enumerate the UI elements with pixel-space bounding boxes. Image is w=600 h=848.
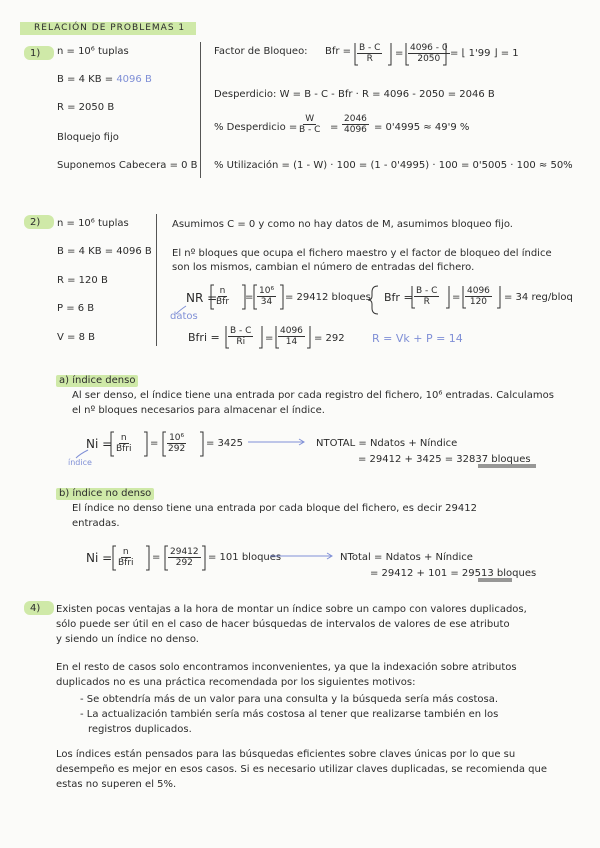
p2-nr-label: NR = bbox=[186, 291, 218, 305]
p2-nr-fraction: n Bfr bbox=[216, 286, 230, 307]
p2-r: R = 120 B bbox=[57, 275, 108, 286]
p2-nr-eq: = bbox=[245, 292, 254, 303]
sparse-index-title: b) índice no denso bbox=[56, 488, 154, 500]
p2-b: B = 4 KB = 4096 B bbox=[57, 246, 152, 257]
p4-text-5: duplicados no es una práctica recomendada por los siguientes motivos: bbox=[56, 677, 416, 688]
p2-bfri-fraction: $\frac{B - C}{Ri}$ bbox=[230, 326, 252, 347]
p1-fixed: Bloquejo fijo bbox=[57, 132, 119, 143]
p2-bfri-result: = 292 bbox=[314, 333, 345, 344]
problem-2-number: 2) bbox=[30, 217, 41, 228]
p2-r-index: R = Vk + P = 14 bbox=[372, 332, 463, 345]
p1-b: B = 4 KB = 4096 B bbox=[57, 74, 152, 85]
p2-nr-result: = 29412 bloques bbox=[285, 292, 371, 303]
p1-bfr-fraction-2: $\frac{4096 - 0}{2050}$ bbox=[410, 43, 448, 64]
p4-text-4: En el resto de casos solo encontramos inconvenientes, ya que la indexación sobre atributos bbox=[56, 662, 517, 673]
sparse-ni-fraction-2: $\frac{29412}{292}$ bbox=[170, 547, 199, 568]
p2-bfri-label: Bfri = bbox=[188, 331, 220, 344]
p2-bfri-bracket-right-2 bbox=[307, 326, 310, 348]
p2-bfr-eq: = bbox=[452, 292, 461, 303]
p1-waste-pct-label: % Desperdicio = bbox=[214, 122, 298, 133]
p1-waste-fraction-2: $\frac{2046}{4096}$ bbox=[344, 114, 367, 135]
dense-ni-fraction-2: $\frac{\text{10⁶}}{292}$ bbox=[168, 433, 186, 454]
dense-arrow bbox=[248, 439, 304, 445]
p1-waste: Desperdicio: W = B - C - Bfr · R = 4096 - 2050 = 2046 B bbox=[214, 89, 495, 100]
dense-ni-eq: = bbox=[150, 438, 159, 449]
p2-text-2: son los mismos, cambian el número de entradas del fichero. bbox=[172, 262, 475, 273]
p2-bfr-label: Bfr = bbox=[384, 291, 413, 304]
p2-assume: Asumimos C = 0 y como no hay datos de M, asumimos bloqueo fijo. bbox=[172, 219, 513, 230]
p2-n: n = 10⁶ tuplas bbox=[57, 218, 129, 229]
p1-r: R = 2050 B bbox=[57, 102, 115, 113]
sparse-ni-eq: = bbox=[152, 552, 161, 563]
p4-text-2: sólo puede ser útil en el caso de hacer búsquedas de intervalos de valores de ese atributo bbox=[56, 619, 510, 630]
p1-waste-result: = 0'4995 ≈ 49'9 % bbox=[374, 122, 470, 133]
p4-bullet-2: - La actualización también sería más costosa al tener que realizarse también en los bbox=[80, 709, 499, 720]
problem-1-number: 1) bbox=[30, 48, 41, 59]
p2-bfr-result: = 34 reg/bloq bbox=[504, 292, 573, 303]
dense-index-title: a) índice denso bbox=[56, 375, 138, 387]
sparse-text-2: entradas. bbox=[72, 518, 120, 529]
dense-ni-result: = 3425 bbox=[206, 438, 244, 449]
sparse-total-1: NTotal = Ndatos + Níndice bbox=[340, 552, 473, 563]
p2-text-1: El nº bloques que ocupa el fichero maestro y el factor de bloqueo del índice bbox=[172, 248, 552, 259]
sparse-text-1: El índice no denso tiene una entrada por cada bloque del fichero, es decir 29412 bbox=[72, 503, 477, 514]
dense-total-2: = 29412 + 3425 = 32837 bloques bbox=[358, 454, 531, 465]
p2-bfri-bracket-right bbox=[259, 326, 262, 348]
dense-text-2: el nº bloques necesarios para almacenar el índice. bbox=[72, 405, 325, 416]
dense-text-1: Al ser denso, el índice tiene una entrada por cada registro del fichero, 10⁶ entradas. Calculamos bbox=[72, 390, 554, 401]
p2-bfr-fraction-2: $\frac{4096}{120}$ bbox=[467, 286, 490, 307]
p2-nr-fraction-2: $\frac{\text{10⁶}}{34}$ bbox=[259, 286, 275, 307]
dense-total-1: NTOTAL = Ndatos + Níndice bbox=[316, 438, 458, 449]
p1-floor-bracket-right bbox=[388, 43, 391, 65]
p1-bfr-fraction: $\frac{B - C}{R}$ bbox=[359, 43, 381, 64]
dense-ni-fraction: n Bfri bbox=[116, 433, 132, 454]
p2-datos-label: datos bbox=[170, 311, 198, 322]
dense-bracket-right bbox=[144, 432, 147, 456]
p1-waste-fraction: $\frac{W}{B - C}$ bbox=[299, 114, 321, 135]
problem-4-number: 4) bbox=[30, 603, 41, 614]
p1-divider bbox=[200, 42, 201, 178]
p1-bfr-eq: = bbox=[395, 48, 404, 59]
p4-text-11: estas no superen el 5%. bbox=[56, 779, 177, 790]
sparse-ni-label: Ni = bbox=[86, 551, 113, 565]
p4-text-9: Los índices están pensados para las búsquedas eficientes sobre claves únicas por lo que su bbox=[56, 749, 516, 760]
p4-text-3: y siendo un índice no denso. bbox=[56, 634, 199, 645]
p2-nr-bracket-right-2 bbox=[280, 285, 283, 309]
p1-waste-eq: = bbox=[330, 122, 339, 133]
dense-ni-label: Ni = bbox=[86, 437, 113, 451]
p1-factor-label: Factor de Bloqueo: bbox=[214, 46, 308, 57]
p2-divider bbox=[156, 214, 157, 346]
sparse-bracket-right-2 bbox=[202, 546, 205, 570]
sparse-bracket-right bbox=[146, 546, 149, 570]
p2-v: V = 8 B bbox=[57, 332, 95, 343]
p4-bullet-1: - Se obtendría más de un valor para una consulta y la búsqueda sería más costosa. bbox=[80, 694, 499, 705]
sparse-ni-result: = 101 bloques bbox=[208, 552, 282, 563]
p1-bfr-result: = ⌊ 1'99 ⌋ = 1 bbox=[450, 48, 519, 59]
p2-bfri-fraction-2: $\frac{4096}{14}$ bbox=[280, 326, 303, 347]
sparse-ni-fraction: n Bfri bbox=[118, 547, 134, 568]
p1-utilization: % Utilización = (1 - W) · 100 = (1 - 0'4995) · 100 = 0'5005 · 100 ≈ 50% bbox=[214, 160, 573, 171]
p2-bfri-eq: = bbox=[265, 333, 274, 344]
dense-bracket-right-2 bbox=[200, 432, 203, 456]
p4-text-1: Existen pocas ventajas a la hora de montar un índice sobre un campo con valores duplicados, bbox=[56, 604, 527, 615]
p4-text-10: desempeño es mejor en esos casos. Si es necesario utilizar claves duplicadas, se recomienda que bbox=[56, 764, 548, 775]
p2-bfr-fraction: $\frac{B - C}{R}$ bbox=[416, 286, 438, 307]
dense-indice-label: índice bbox=[68, 458, 92, 467]
p2-bfr-bracket-right-2 bbox=[497, 286, 500, 308]
p1-n: n = 10⁶ tuplas bbox=[57, 46, 129, 57]
page-title: RELACIÓN DE PROBLEMAS 1 bbox=[34, 23, 186, 33]
p1-bfr-label: Bfr = bbox=[325, 46, 352, 57]
p2-bfr-bracket-right bbox=[446, 286, 449, 308]
p2-p: P = 6 B bbox=[57, 303, 95, 314]
p1-header-size: Suponemos Cabecera = 0 B bbox=[57, 160, 198, 171]
p4-bullet-2-cont: registros duplicados. bbox=[88, 724, 192, 735]
sparse-total-2: = 29412 + 101 = 29513 bloques bbox=[370, 568, 537, 579]
